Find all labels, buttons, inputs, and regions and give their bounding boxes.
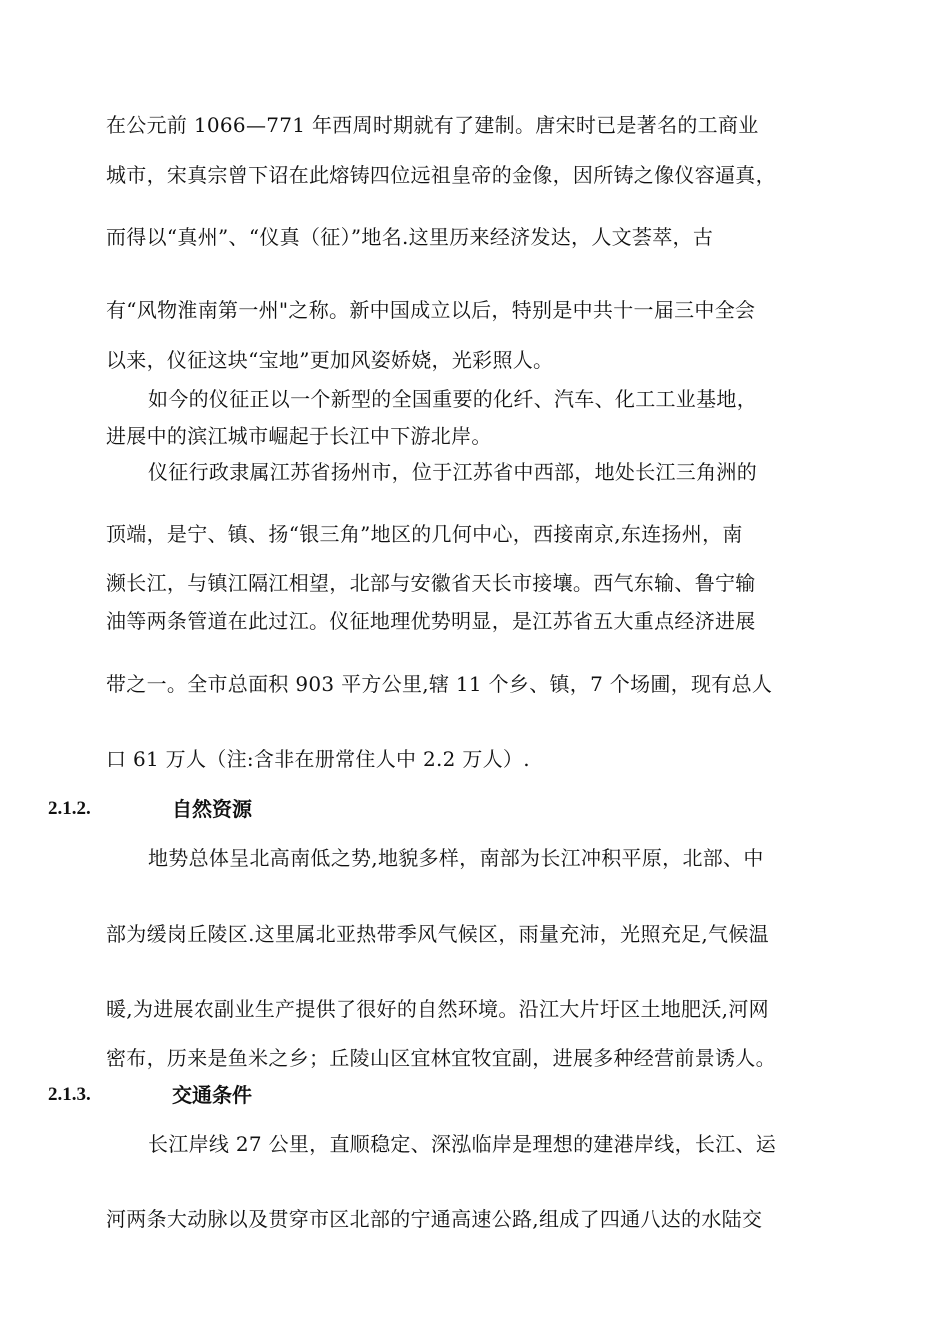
paragraph-line: 部为缓岗丘陵区.这里属北亚热带季风气候区，雨量充沛，光照充足,气候温 [106, 922, 769, 946]
paragraph-line: 顶端，是宁、镇、扬“银三角”地区的几何中心，西接南京,东连扬州，南 [106, 522, 743, 546]
paragraph-line: 仪征行政隶属江苏省扬州市，位于江苏省中西部，地处长江三角洲的 [148, 460, 757, 484]
paragraph-line: 以来，仪征这块“宝地”更加风姿娇娆，光彩照人。 [106, 348, 554, 372]
paragraph-line: 如今的仪征正以一个新型的全国重要的化纤、汽车、化工工业基地， [148, 387, 757, 411]
paragraph-line: 暖,为进展农副业生产提供了很好的自然环境。沿江大片圩区土地肥沃,河网 [106, 997, 769, 1021]
paragraph-line: 进展中的滨江城市崛起于长江中下游北岸。 [106, 424, 492, 448]
paragraph-line: 河两条大动脉以及贯穿市区北部的宁通高速公路,组成了四通八达的水陆交 [106, 1207, 763, 1231]
paragraph-line: 口 61 万人（注:含非在册常住人中 2.2 万人）. [106, 747, 530, 771]
section-number: 2.1.3. [48, 1084, 91, 1105]
paragraph-line: 地势总体呈北高南低之势,地貌多样，南部为长江冲积平原，北部、中 [148, 846, 764, 870]
section-number: 2.1.2. [48, 798, 91, 819]
paragraph-line: 在公元前 1066—771 年西周时期就有了建制。唐宋时已是著名的工商业 [106, 113, 759, 137]
paragraph-line: 城市，宋真宗曾下诏在此熔铸四位远祖皇帝的金像，因所铸之像仪容逼真， [106, 163, 776, 187]
paragraph-line: 带之一。全市总面积 903 平方公里,辖 11 个乡、镇，7 个场圃，现有总人 [106, 672, 773, 696]
paragraph-line: 密布，历来是鱼米之乡；丘陵山区宜林宜牧宜副，进展多种经营前景诱人。 [106, 1046, 776, 1070]
section-title: 交通条件 [172, 1083, 252, 1107]
paragraph-line: 油等两条管道在此过江。仪征地理优势明显，是江苏省五大重点经济进展 [106, 609, 756, 633]
paragraph-line: 濒长江，与镇江隔江相望，北部与安徽省天长市接壤。西气东输、鲁宁输 [106, 571, 756, 595]
section-title: 自然资源 [172, 797, 252, 821]
paragraph-line: 而得以“真州”、“仪真（征）”地名.这里历来经济发达，人文荟萃，古 [106, 225, 714, 249]
paragraph-line: 长江岸线 27 公里，直顺稳定、深泓临岸是理想的建港岸线，长江、运 [148, 1132, 777, 1156]
paragraph-line: 有“风物淮南第一州"之称。新中国成立以后，特别是中共十一届三中全会 [106, 298, 756, 322]
